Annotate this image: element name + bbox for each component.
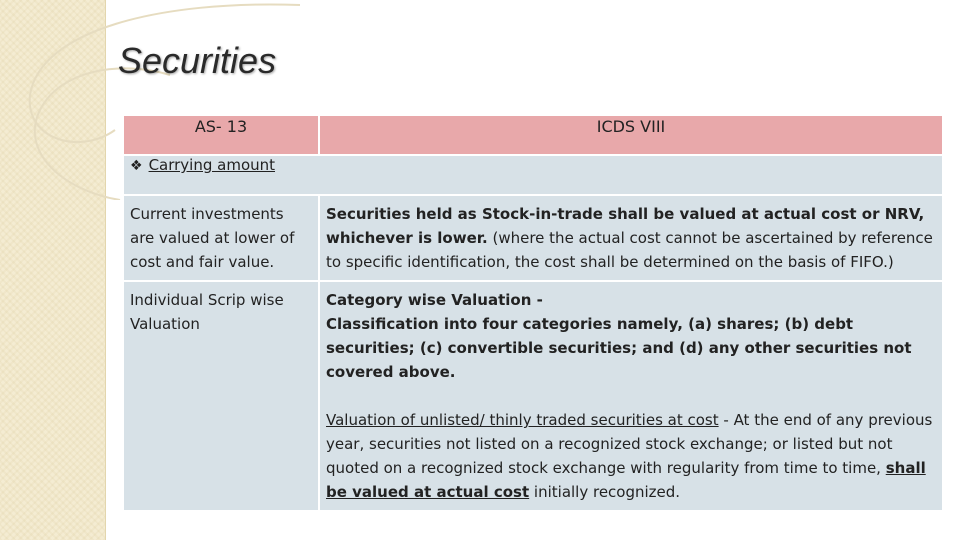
diamond-bullet-icon: ❖ [130,158,143,174]
unlisted-bold: shall be valued at actual cost [326,459,926,501]
decorative-side-strip [0,0,106,540]
unlisted-heading: Valuation of unlisted/ thinly traded securities at cost [326,411,719,429]
icds-cell [319,281,943,511]
table-row [123,281,943,511]
as13-cell: Current investments are valued at lower of cost and fair value. [123,195,319,281]
category-text: Classification into four categories namely, (a) shares; (b) debt securities; (c) convertible securities; and (d) any other securities not covered above. [326,315,912,381]
slide-title: Securities [118,40,277,81]
table-header-row [123,115,943,155]
icds-note-text: (where the actual cost cannot be ascertained by reference to specific identification, the cost shall be determined on the basis of FIFO.) [326,229,933,271]
unlisted-text: At the end of any previous year, securities not listed on a recognized stock exchange; or listed but not quoted on a recognized stock exchange with regularity from time to time, [326,411,933,477]
header-as13: AS- 13 [123,115,319,155]
unlisted-paragraph [326,408,936,504]
header-icds: ICDS VIII [319,115,943,155]
unlisted-tail: initially recognized. [529,483,681,501]
as13-cell: Individual Scrip wise Valuation [123,281,319,511]
section-label: Carrying amount [148,156,276,174]
section-cell [123,155,943,195]
category-heading: Category wise Valuation - [326,291,543,309]
unlisted-dash: - [718,411,734,429]
icds-cell [319,195,943,281]
comparison-table [122,114,944,512]
icds-bold-text: Securities held as Stock-in-trade shall be valued at actual cost or NRV, whichever is lower. [326,205,925,247]
section-row [123,155,943,195]
table-row [123,195,943,281]
